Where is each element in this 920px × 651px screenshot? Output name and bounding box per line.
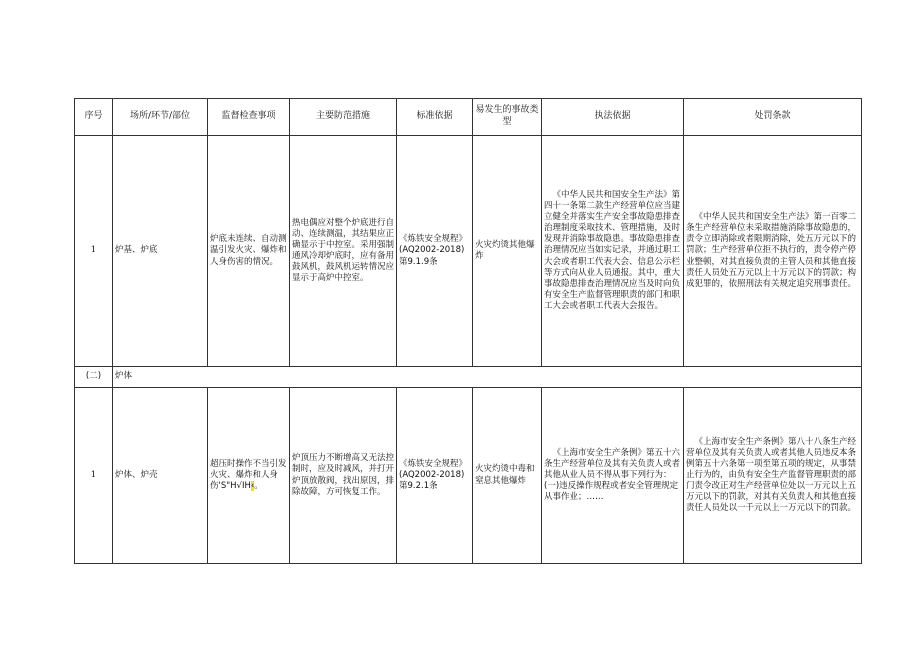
header-no: 序号	[75, 99, 113, 136]
row-penalty: 《上海市安全生产条例》第八十八条生产经营单位及其有关负责人或者其他人员违反本条例第五十六条第一项至第五项的规定，从事禁止行为的，由负有安全生产监督管理职责的部门责令改正对生产经营单位处以一万元以上五万元以下的罚款，对其有关负责人和其他直接责任人员处以一千元以上一万元以下的罚款。	[684, 388, 862, 564]
header-row	[75, 99, 862, 136]
row-item-garbled: 'S"H√IH	[218, 481, 251, 492]
row-no: 1	[75, 136, 113, 367]
row-place: 炉基、炉底	[113, 136, 208, 367]
table-row	[75, 388, 862, 564]
header-measure: 主要防范措施	[290, 99, 397, 136]
row-item-highlight: ‹	[250, 481, 255, 492]
row-measure: 热电偶应对整个炉底进行自动、连续测温，其结果应正确显示于中控室。采用强制通风冷却炉底时，应有备用鼓风机，鼓风机运转情况应显示于高炉中控室。	[290, 136, 397, 367]
row-accident: 火灾灼烫中毒和窒息其他爆炸	[473, 388, 542, 564]
row-item: 炉底未连续、自动测温引发火灾、爆炸和人身伤害的情况。	[208, 136, 290, 367]
row-standard: 《炼铁安全规程》(AQ2002-2018)第9.1.9条	[397, 136, 473, 367]
row-law: 《中华人民共和国安全生产法》第四十一条第二款生产经营单位应当建立健全并落实生产安全事故隐患排查治理制度采取技术、管理措施，及时发现并消除事故隐患。事故隐患排查治理情况应当如实记录，并通过职工大会或者职工代表大会、信息公示栏等方式向从业人员通报。其中，重大事故隐患排查治理情况应当及时向负有安全生产监督管理职责的部门和职工大会或者职工代表大会报告。	[542, 136, 684, 367]
section-name: 炉体	[113, 367, 862, 388]
header-item: 监督检查事项	[208, 99, 290, 136]
row-law: 《上海市安全生产条例》第五十六条生产经营单位及其有关负责人或者其他从业人员不得从事下列行为：(一)违反操作规程或者安全管理规定从事作业；……	[542, 388, 684, 564]
row-standard: 《炼铁安全规程》(AQ2002-2018)第9.2.1条	[397, 388, 473, 564]
header-penalty: 处罚条款	[684, 99, 862, 136]
row-item-text: 超压时操作不当引发火灾、爆炸和人身伤	[210, 458, 287, 492]
table-row	[75, 136, 862, 367]
row-place: 炉体、炉壳	[113, 388, 208, 564]
inspection-table	[74, 98, 862, 564]
row-no: 1	[75, 388, 113, 564]
row-penalty: 《中华人民共和国安全生产法》第一百零二条生产经营单位未采取措施消除事故隐患的，责令立即消除或者限期消除，处五万元以下的罚款；生产经营单位拒不执行的，责令停产停业整顿，对其直接负责的主管人员和其他直接责任人员处五万元以上十万元以下的罚款；构成犯罪的，依照刑法有关规定追究刑事责任。	[684, 136, 862, 367]
section-no: (二)	[75, 367, 113, 388]
header-place: 场所/环节/部位	[113, 99, 208, 136]
header-standard: 标准依据	[397, 99, 473, 136]
row-item-end: 。	[254, 481, 263, 492]
section-row	[75, 367, 862, 388]
row-accident: 火灾灼烫其他爆炸	[473, 136, 542, 367]
row-measure: 炉顶压力不断增高又无法控制时，应及时减风，并打开炉顶放散阀，找出原因，排除故障，方可恢复工作。	[290, 388, 397, 564]
row-item	[208, 388, 290, 564]
header-law: 执法依据	[542, 99, 684, 136]
header-accident: 易发生的事故类型	[473, 99, 542, 136]
